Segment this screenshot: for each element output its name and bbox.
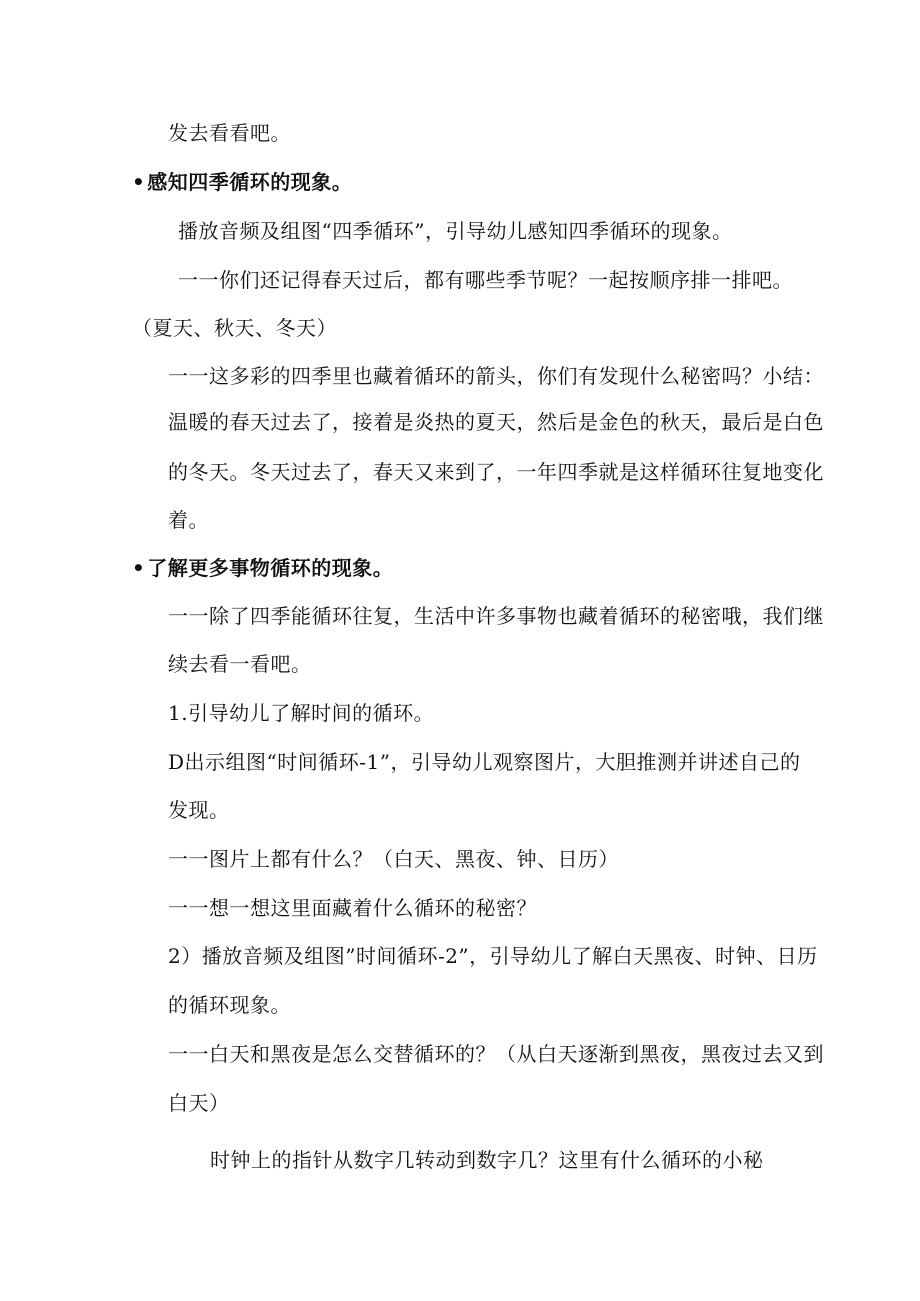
bullet-icon: • <box>132 556 146 580</box>
text-line-15: 发现。 <box>168 798 230 822</box>
text-line-21: 白天） <box>168 1091 230 1115</box>
text-line-5: （夏天、秋天、冬天） <box>132 316 337 340</box>
text-line-3: 播放音频及组图“四季循环”，引导幼儿感知四季循环的现象。 <box>178 219 733 243</box>
text-line-22: 时钟上的指针从数字几转动到数字几？这里有什么循环的小秘 <box>210 1148 764 1172</box>
text-line-1: 发去看看吧。 <box>168 121 291 145</box>
text-line-18: 2）播放音频及组图”时间循环-2”，引导幼儿了解白天黑夜、时钟、日历 <box>168 944 818 968</box>
section-heading-more <box>132 556 393 580</box>
text-line-6: 一一这多彩的四季里也藏着循环的箭头，你们有发现什么秘密吗？小结： <box>168 364 824 388</box>
section-heading-more-text: 了解更多事物循环的现象。 <box>147 556 394 580</box>
section-heading-seasons-text: 感知四季循环的现象。 <box>147 170 353 194</box>
text-line-12: 续去看一看吧。 <box>168 652 312 676</box>
text-line-7: 温暖的春天过去了，接着是炎热的夏天，然后是金色的秋天，最后是白色 <box>168 410 824 434</box>
text-line-13: 1.引导幼儿了解时间的循环。 <box>168 701 435 725</box>
text-line-19: 的循环现象。 <box>168 993 291 1017</box>
text-line-9: 着。 <box>168 508 209 532</box>
section-heading-seasons <box>132 170 352 194</box>
text-line-8: 的冬天。冬天过去了，春天又来到了，一年四季就是这样循环往复地变化 <box>168 460 824 484</box>
text-line-14: D出示组图“时间循环-1”，引导幼儿观察图片，大胆推测并讲述自己的 <box>168 750 801 774</box>
bullet-icon: • <box>132 170 146 194</box>
text-line-4: 一一你们还记得春天过后，都有哪些季节呢？一起按顺序排一排吧。 <box>178 268 793 292</box>
text-line-20: 一一白天和黑夜是怎么交替循环的？（从白天逐渐到黑夜，黑夜过去又到 <box>168 1042 824 1066</box>
text-line-17: 一一想一想这里面藏着什么循环的秘密？ <box>168 896 537 920</box>
text-line-11: 一一除了四季能循环往复，生活中许多事物也藏着循环的秘密哦，我们继 <box>168 604 824 628</box>
text-line-16: 一一图片上都有什么？（白天、黑夜、钟、日历） <box>168 847 619 871</box>
